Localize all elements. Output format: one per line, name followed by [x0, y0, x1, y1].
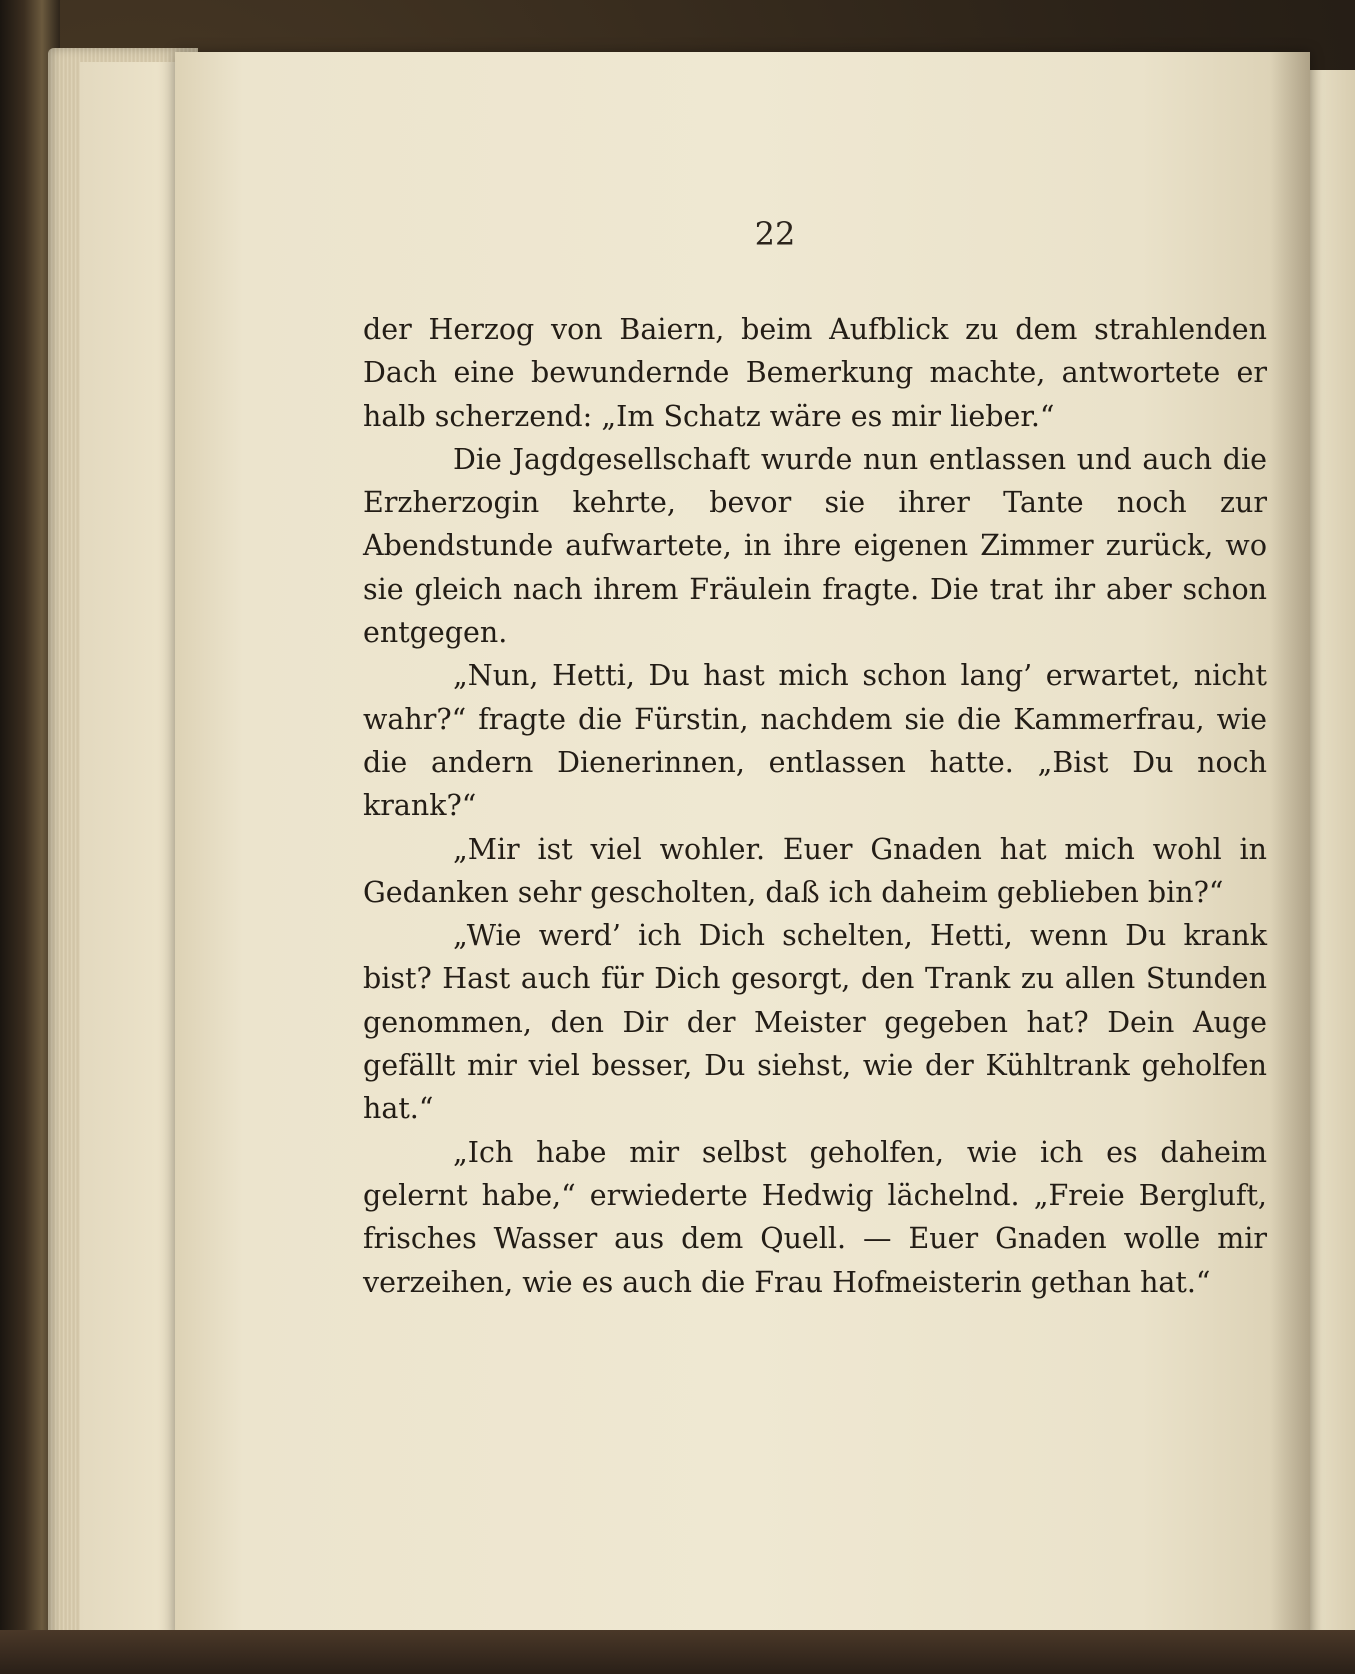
paragraph: „Ich habe mir selbst geholfen, wie ich es daheim gelernt habe,“ erwiederte Hedwig lächelnd. „Freie Bergluft, frisches Wasser aus dem Quell. — Euer Gnaden wolle mir verzeihen, wie es auch die Frau Hofmeisterin gethan hat.“	[363, 1135, 1267, 1299]
paragraph: der Herzog von Baiern, beim Aufblick zu dem strahlenden Dach eine bewundernde Bemerkung machte, antwortete er halb scherzend: „Im Schatz wäre es mir lieber.“	[363, 313, 1267, 433]
page-number: 22	[754, 215, 796, 253]
paragraph: „Nun, Hetti, Du hast mich schon lang’ erwartet, nicht wahr?“ fragte die Fürstin, nachdem sie die Kammerfrau, wie die andern Dienerinnen, entlassen hatte. „Bist Du noch krank?“	[363, 659, 1267, 823]
body-text	[363, 308, 1267, 1304]
paragraph: Die Jagdgesellschaft wurde nun entlassen und auch die Erzherzogin kehrte, bevor sie ihrer Tante noch zur Abendstunde aufwartete, in ihre eigenen Zimmer zurück, wo sie gleich nach ihrem Fräulein fragte. Die trat ihr aber schon entgegen.	[363, 442, 1267, 650]
left-pages	[80, 62, 190, 1632]
paragraph: „Wie werd’ ich Dich schelten, Hetti, wenn Du krank bist? Hast auch für Dich gesorgt, den Trank zu allen Stunden genommen, den Dir der Meister gegeben hat? Dein Auge gefällt mir viel besser, Du siehst, wie der Kühltrank geholfen hat.“	[363, 919, 1267, 1126]
gutter-shadow	[1270, 52, 1310, 1640]
book-cover-bottom	[0, 1630, 1355, 1674]
paragraph: „Mir ist viel wohler. Euer Gnaden hat mich wohl in Gedanken sehr gescholten, daß ich daheim geblieben bin?“	[363, 832, 1267, 909]
